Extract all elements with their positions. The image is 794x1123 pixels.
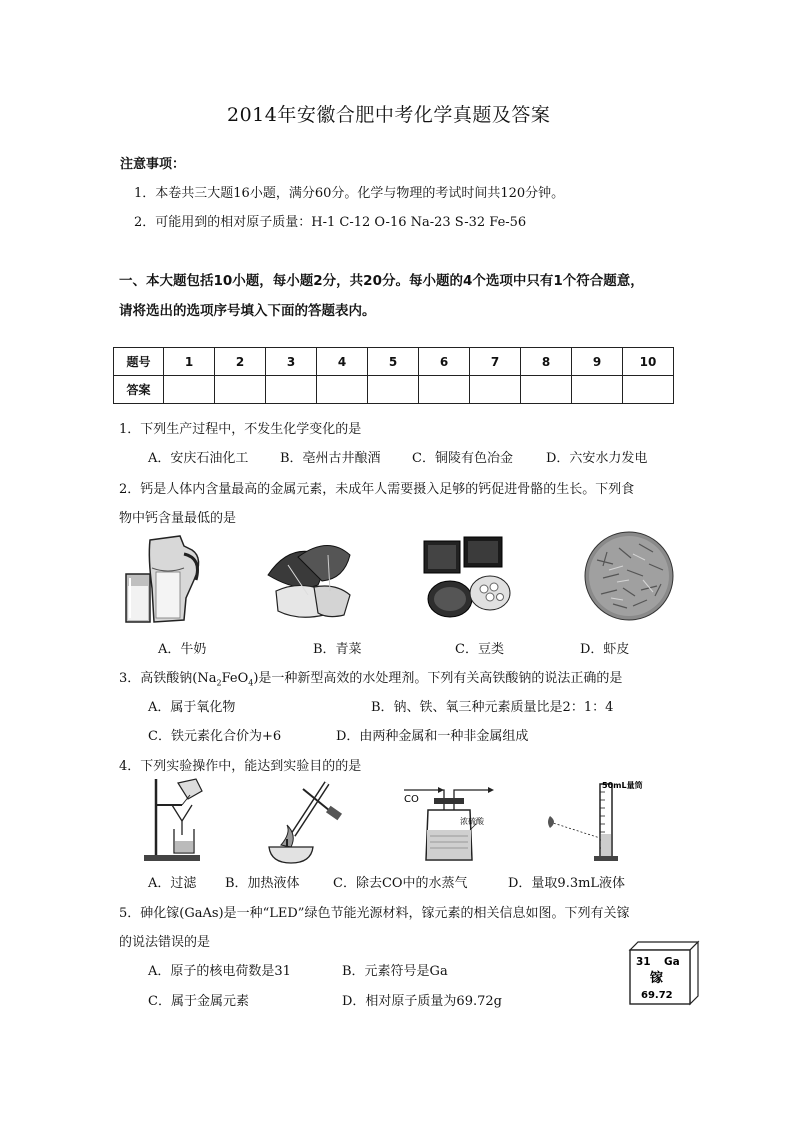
answer-cell[interactable] xyxy=(266,376,317,404)
q5-stem-line2: 的说法错误的是 xyxy=(119,935,211,950)
q3-stem-mid: FeO xyxy=(221,671,249,686)
notice-heading: 注意事项： xyxy=(120,157,186,172)
q3-option-d: D．由两种金属和一种非金属组成 xyxy=(336,729,529,744)
filtration-apparatus-image xyxy=(138,775,210,863)
milk-image xyxy=(122,528,212,628)
answer-cell[interactable] xyxy=(572,376,623,404)
q3-option-b: B．钠、铁、氧三种元素质量比是2：1：4 xyxy=(371,700,614,715)
q1-option-a: A．安庆石油化工 xyxy=(148,451,249,466)
answer-cell[interactable] xyxy=(164,376,215,404)
table-header-cell: 题号 xyxy=(114,348,164,376)
table-cell: 7 xyxy=(470,348,521,376)
q4-stem: 4．下列实验操作中，能达到实验目的的是 xyxy=(119,759,362,774)
graduated-cylinder-image xyxy=(546,778,658,866)
element-name: 镓 xyxy=(650,971,664,986)
table-row xyxy=(114,376,674,404)
section1-instruction-line1: 一、本大题包括10小题，每小题2分，共20分。每小题的4个选项中只有1个符合题意， xyxy=(119,273,644,289)
q5-stem-line1: 5．砷化镓(GaAs)是一种“LED”绿色节能光源材料，镓元素的相关信息如图。下列有关镓 xyxy=(119,906,630,921)
q3-sub-2: 4 xyxy=(248,678,254,688)
q2-stem-line1: 2．钙是人体内含量最高的金属元素，未成年人需要摄入足够的钙促进骨骼的生长。下列食 xyxy=(119,482,635,497)
page-title: 2014年安徽合肥中考化学真题及答案 xyxy=(227,104,551,126)
answer-table xyxy=(113,347,674,404)
gallium-element-card xyxy=(628,940,700,1006)
answer-cell[interactable] xyxy=(368,376,419,404)
notice-item-1: 1．本卷共三大题16小题，满分60分。化学与物理的考试时间共120分钟。 xyxy=(134,186,565,201)
answer-cell[interactable] xyxy=(623,376,674,404)
table-cell: 6 xyxy=(419,348,470,376)
q5-option-a: A．原子的核电荷数是31 xyxy=(148,964,291,979)
q2-option-b: B．青菜 xyxy=(313,642,362,657)
table-cell: 8 xyxy=(521,348,572,376)
q3-stem-pre: 3．高铁酸钠(Na xyxy=(119,671,217,686)
answer-cell[interactable] xyxy=(419,376,470,404)
table-header-cell: 答案 xyxy=(114,376,164,404)
q3-option-a: A．属于氧化物 xyxy=(148,700,236,715)
table-cell: 3 xyxy=(266,348,317,376)
notice-item-2: 2．可能用到的相对原子质量：H-1 C-12 O-16 Na-23 S-32 Fe-56 xyxy=(134,215,527,230)
section1-instruction-line2: 请将选出的选项序号填入下面的答题表内。 xyxy=(119,303,376,319)
q1-option-c: C．铜陵有色冶金 xyxy=(412,451,513,466)
q5-option-c: C．属于金属元素 xyxy=(148,994,249,1009)
q4-option-a: A．过滤 xyxy=(148,876,197,891)
cylinder-label: 50mL量筒 xyxy=(602,781,643,790)
q4-option-b: B．加热液体 xyxy=(225,876,300,891)
table-cell: 4 xyxy=(317,348,368,376)
answer-cell[interactable] xyxy=(215,376,266,404)
q2-option-d: D．虾皮 xyxy=(580,642,630,657)
q4-option-c: C．除去CO中的水蒸气 xyxy=(333,876,468,891)
q3-option-c: C．铁元素化合价为+6 xyxy=(148,729,282,744)
table-cell: 2 xyxy=(215,348,266,376)
q2-option-a: A．牛奶 xyxy=(158,642,207,657)
element-atomic-number: 31 xyxy=(636,956,651,968)
gas-washing-bottle-image xyxy=(398,780,500,866)
q1-stem: 1．下列生产过程中，不发生化学变化的是 xyxy=(119,422,362,437)
element-symbol: Ga xyxy=(664,956,680,968)
q1-option-d: D．六安水力发电 xyxy=(546,451,648,466)
q3-sub-1: 2 xyxy=(216,678,222,688)
q1-option-b: B．亳州古井酿酒 xyxy=(280,451,381,466)
table-cell: 10 xyxy=(623,348,674,376)
q4-option-d: D．量取9.3mL液体 xyxy=(508,876,626,891)
dried-shrimp-image xyxy=(583,530,675,622)
acid-label: 浓硫酸 xyxy=(460,817,484,826)
table-row xyxy=(114,348,674,376)
answer-cell[interactable] xyxy=(521,376,572,404)
element-atomic-mass: 69.72 xyxy=(641,990,673,1001)
q5-option-d: D．相对原子质量为69.72g xyxy=(342,994,502,1009)
q3-stem xyxy=(119,667,622,688)
heating-liquid-apparatus-image xyxy=(257,775,347,865)
co-label: CO xyxy=(404,794,419,805)
q5-option-b: B．元素符号是Ga xyxy=(342,964,448,979)
beans-image xyxy=(418,533,518,623)
q2-stem-line2: 物中钙含量最低的是 xyxy=(119,511,237,526)
q2-option-c: C．豆类 xyxy=(455,642,504,657)
answer-cell[interactable] xyxy=(317,376,368,404)
q3-stem-post: )是一种新型高效的水处理剂。下列有关高铁酸钠的说法正确的是 xyxy=(253,671,623,686)
answer-cell[interactable] xyxy=(470,376,521,404)
greens-image xyxy=(258,535,358,623)
table-cell: 5 xyxy=(368,348,419,376)
table-cell: 9 xyxy=(572,348,623,376)
table-cell: 1 xyxy=(164,348,215,376)
